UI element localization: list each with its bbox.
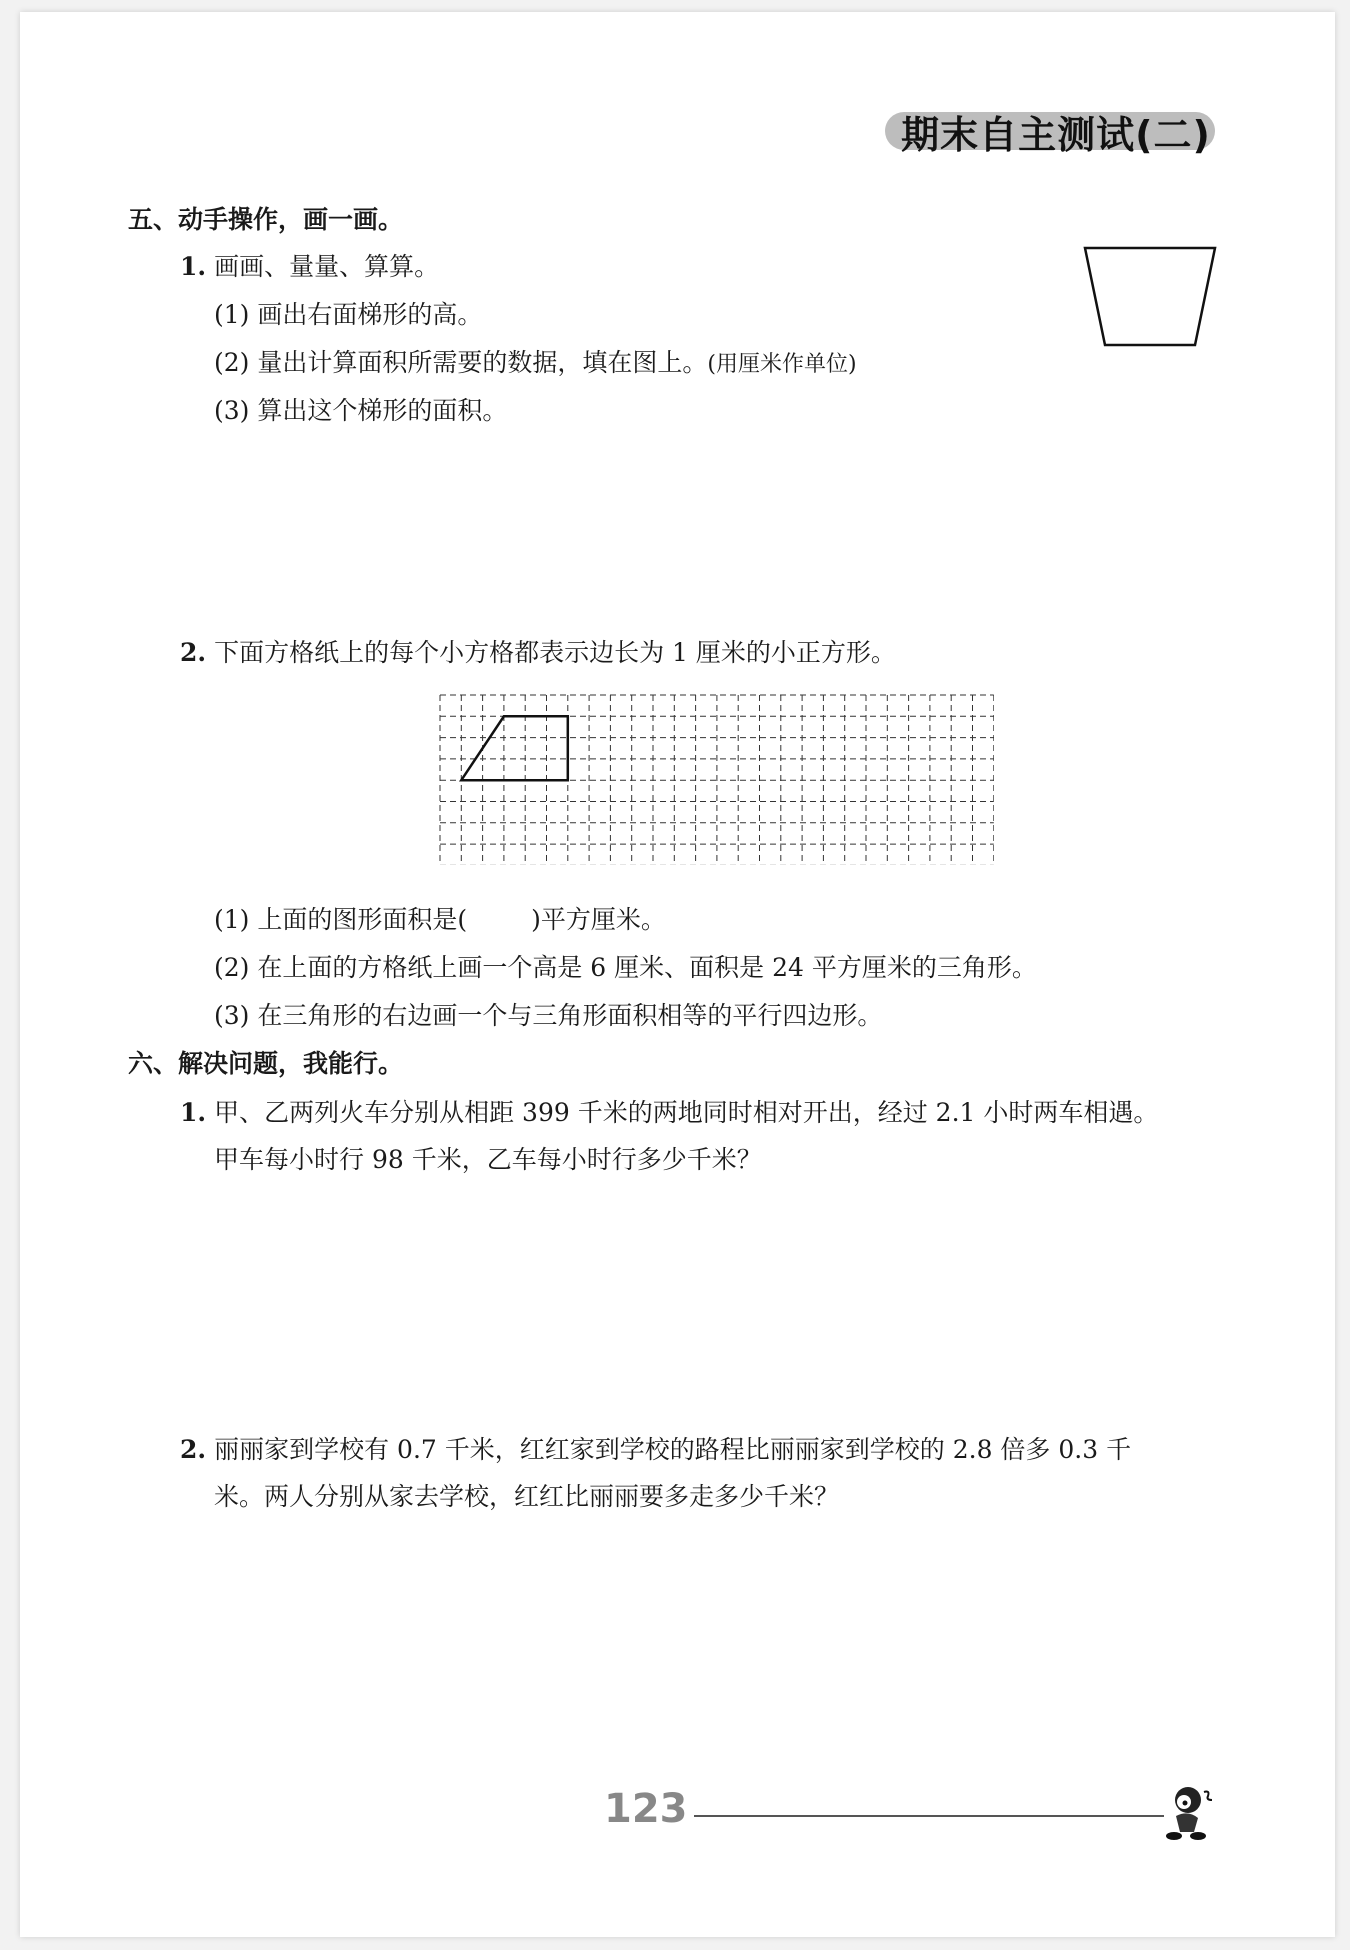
question-5-2 [180, 633, 896, 669]
question-text: 下面方格纸上的每个小方格都表示边长为 1 厘米的小正方形。 [214, 638, 896, 667]
grid-trapezoid-shape [461, 716, 568, 780]
question-number: 1. [180, 1098, 207, 1127]
q5-2-sub-1 [214, 900, 666, 936]
q5-2-sub-3: (3) 在三角形的右边画一个与三角形面积相等的平行四边形。 [214, 1001, 883, 1030]
question-text-line-1: 甲、乙两列火车分别从相距 399 千米的两地同时相对开出，经过 2.1 小时两车相遇。 [214, 1098, 1159, 1127]
question-text: 画画、量量、算算。 [214, 252, 440, 281]
grid-paper [438, 693, 994, 865]
q5-2-sub-1-prefix: (1) 上面的图形面积是( [214, 905, 468, 934]
question-number: 2. [180, 638, 207, 667]
q5-1-sub-2 [214, 343, 857, 379]
q5-2-sub-1-suffix: )平方厘米。 [531, 905, 666, 934]
q5-1-sub-1: (1) 画出右面梯形的高。 [214, 300, 483, 329]
question-text-line-2: 米。两人分别从家去学校，红红比丽丽要多走多少千米？ [214, 1482, 840, 1511]
question-5-1 [180, 247, 439, 283]
q5-1-sub-2-note: (用厘米作单位) [707, 352, 857, 377]
footer-rule [694, 1815, 1164, 1817]
question-number: 1. [180, 252, 207, 281]
q5-2-sub-2: (2) 在上面的方格纸上画一个高是 6 厘米、面积是 24 平方厘米的三角形。 [214, 953, 1037, 982]
question-6-2 [180, 1430, 1131, 1466]
question-number: 2. [180, 1435, 207, 1464]
section-6-title: 六、解决问题，我能行。 [128, 1049, 404, 1078]
section-5-title: 五、动手操作，画一画。 [128, 205, 404, 234]
title-banner [885, 102, 1215, 158]
question-6-1 [180, 1093, 1158, 1129]
q5-1-sub-2-main: (2) 量出计算面积所需要的数据，填在图上。 [214, 348, 708, 377]
q5-1-sub-3: (3) 算出这个梯形的面积。 [214, 396, 508, 425]
page-title: 期末自主测试(二) [901, 113, 1211, 157]
cartoon-mascot-icon [1158, 1778, 1228, 1848]
trapezoid-figure [1080, 240, 1230, 355]
question-text-line-1: 丽丽家到学校有 0.7 千米，红红家到学校的路程比丽丽家到学校的 2.8 倍多 0.3 千 [214, 1435, 1132, 1464]
question-text-line-2: 甲车每小时行 98 千米，乙车每小时行多少千米？ [214, 1145, 762, 1174]
page-number: 123 [604, 1786, 688, 1832]
